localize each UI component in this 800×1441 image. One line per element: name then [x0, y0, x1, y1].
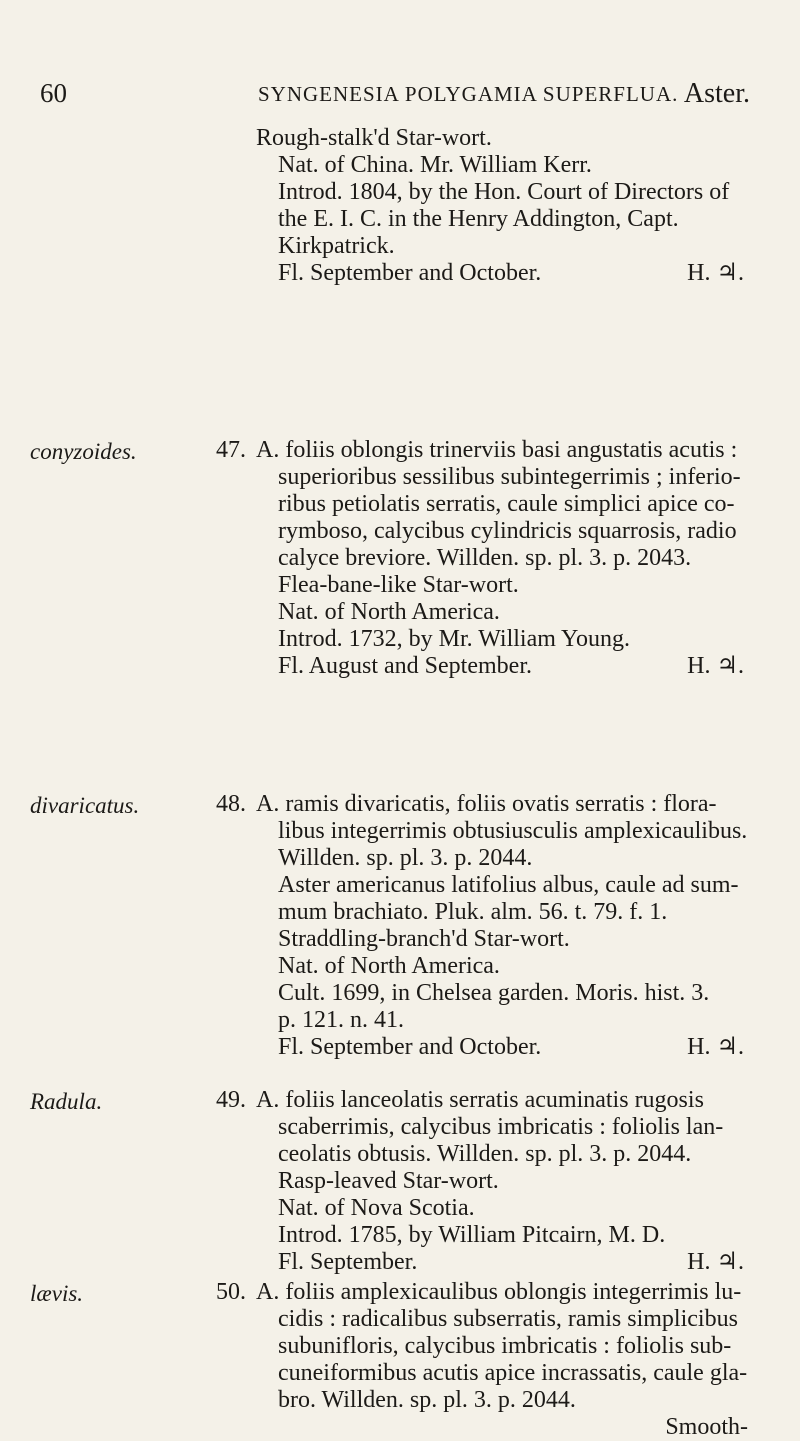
entry-49 — [216, 1087, 776, 1276]
page-number: 60 — [40, 78, 67, 108]
flowering-text: Fl. August and September. — [278, 653, 532, 679]
species-label: Radula. — [30, 1089, 103, 1114]
entry-line: Nat. of North America. — [278, 599, 500, 625]
running-header — [40, 78, 750, 118]
entry-line: Straddling-branch'd Star-wort. — [278, 926, 570, 952]
entry-line: Introd. 1785, by William Pitcairn, M. D. — [278, 1222, 666, 1248]
species-number: 50. — [216, 1279, 246, 1305]
habit-symbol: H. ♃. — [687, 653, 744, 679]
entry-line: Introd. 1804, by the Hon. Court of Directors of — [278, 179, 730, 205]
species-number: 48. — [216, 791, 246, 817]
entry-line: bro. Willden. sp. pl. 3. p. 2044. — [278, 1387, 576, 1413]
entry-line: Kirkpatrick. — [278, 233, 395, 259]
entry-line: subunifloris, calycibus imbricatis : foliolis sub- — [278, 1333, 732, 1359]
entry-line: the E. I. C. in the Henry Addington, Capt. — [278, 206, 679, 232]
flowering-text: Fl. September and October. — [278, 260, 542, 286]
entry-line: superioribus sessilibus subintegerrimis ; inferio- — [278, 464, 741, 490]
catchword: Smooth- — [665, 1414, 748, 1440]
habit-symbol: H. ♃. — [687, 1034, 744, 1060]
entry-50 — [216, 1279, 776, 1441]
entry-line: scaberrimis, calycibus imbricatis : foliolis lan- — [278, 1114, 724, 1140]
entry-line: Nat. of Nova Scotia. — [278, 1195, 475, 1221]
species-number: 49. — [216, 1087, 246, 1113]
species-label: divaricatus. — [30, 793, 140, 818]
flowering-row — [256, 1034, 776, 1061]
entry-line: mum brachiato. Pluk. alm. 56. t. 79. f. 1. — [278, 899, 668, 925]
entry-line: Flea-bane-like Star-wort. — [278, 572, 519, 598]
entry-line: rymboso, calycibus cylindricis squarrosis, radio — [278, 518, 737, 544]
entry-continuation — [256, 125, 776, 287]
entry-48 — [216, 791, 776, 1061]
entry-47 — [216, 437, 776, 680]
flowering-row — [256, 1249, 776, 1276]
species-label: conyzoides. — [30, 439, 137, 464]
genus-title: Aster. — [683, 78, 750, 109]
flowering-text: Fl. September. — [278, 1249, 418, 1275]
entry-line: calyce breviore. Willden. sp. pl. 3. p. 2043. — [278, 545, 692, 571]
habit-symbol: H. ♃. — [687, 1249, 744, 1275]
entry-line: A. foliis lanceolatis serratis acuminatis rugosis — [256, 1087, 704, 1113]
entry-line: Rasp-leaved Star-wort. — [278, 1168, 499, 1194]
entry-line: ceolatis obtusis. Willden. sp. pl. 3. p. 2044. — [278, 1141, 692, 1167]
habit-symbol: H. ♃. — [687, 260, 744, 286]
running-title: SYNGENESIA POLYGAMIA SUPERFLUA. — [258, 82, 679, 106]
entry-line: cuneiformibus acutis apice incrassatis, caule gla- — [278, 1360, 748, 1386]
species-label: lævis. — [30, 1281, 84, 1306]
entry-line: p. 121. n. 41. — [278, 1007, 404, 1033]
entry-line: Rough-stalk'd Star-wort. — [256, 125, 492, 151]
flowering-row — [256, 260, 776, 287]
entry-line: Willden. sp. pl. 3. p. 2044. — [278, 845, 533, 871]
entry-line: Nat. of North America. — [278, 953, 500, 979]
entry-line: A. ramis divaricatis, foliis ovatis serratis : flora- — [256, 791, 717, 817]
entry-line: libus integerrimis obtusiusculis amplexicaulibus. — [278, 818, 748, 844]
entry-line: A. foliis amplexicaulibus oblongis integerrimis lu- — [256, 1279, 742, 1305]
entry-line: A. foliis oblongis trinerviis basi angustatis acutis : — [256, 437, 738, 463]
entry-line: ribus petiolatis serratis, caule simplici apice co- — [278, 491, 735, 517]
entry-line: Nat. of China. Mr. William Kerr. — [278, 152, 592, 178]
entry-line: Aster americanus latifolius albus, caule ad sum- — [278, 872, 739, 898]
flowering-text: Fl. September and October. — [278, 1034, 542, 1060]
entry-line: Introd. 1732, by Mr. William Young. — [278, 626, 630, 652]
species-number: 47. — [216, 437, 246, 463]
flowering-row — [256, 653, 776, 680]
entry-line: Cult. 1699, in Chelsea garden. Moris. hist. 3. — [278, 980, 710, 1006]
entry-line: cidis : radicalibus subserratis, ramis simplicibus — [278, 1306, 738, 1332]
